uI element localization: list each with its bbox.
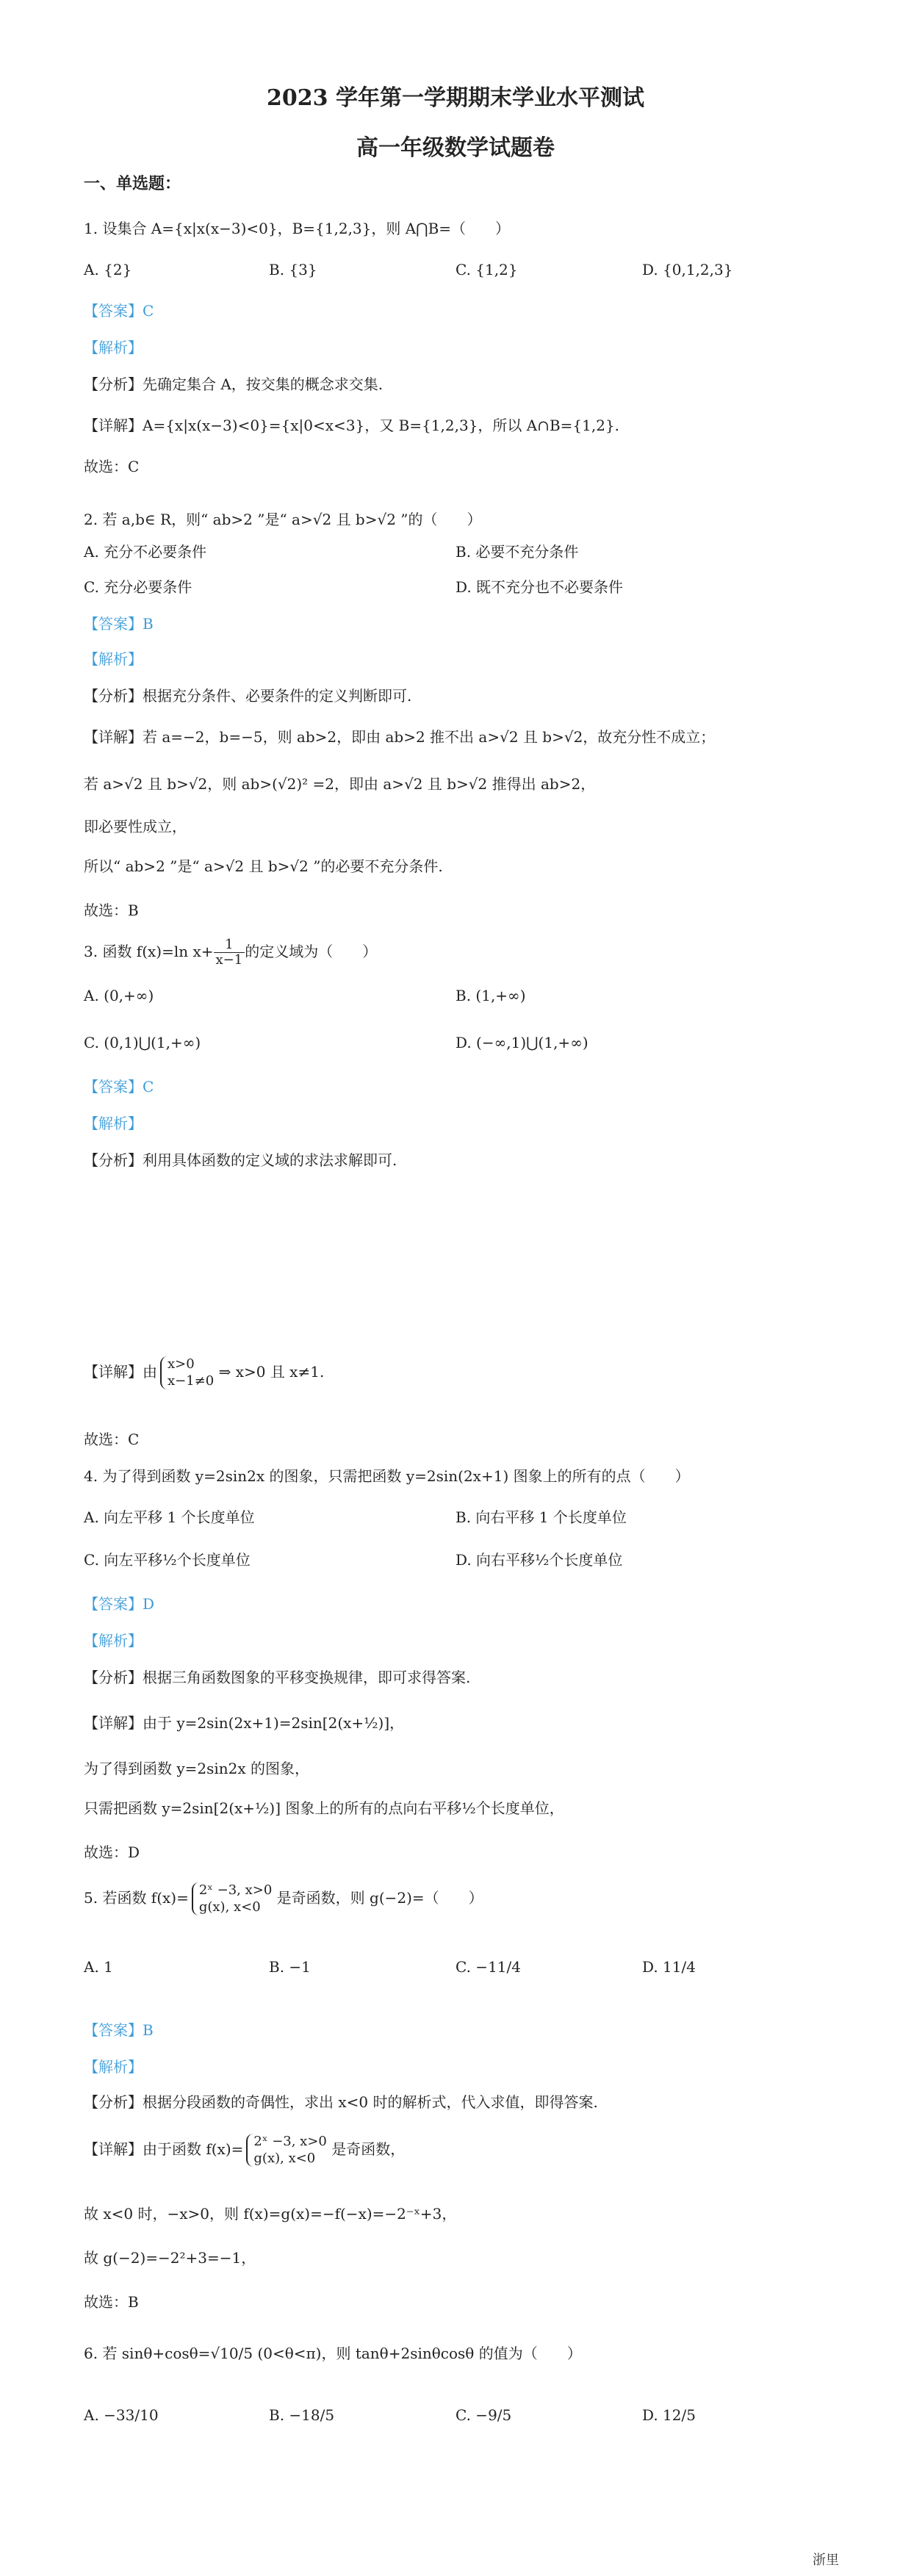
q2-xiangjie-line4: 所以“ ab>2 ”是“ a>√2 且 b>√2 ”的必要不充分条件. (84, 857, 443, 875)
q4-conclusion: 故选：D (84, 1843, 140, 1861)
exam-subtitle: 高一年级数学试题卷 (356, 135, 555, 161)
exam-title: 2023 学年第一学期期末学业水平测试 (267, 85, 644, 111)
q5-analysis-label: 【解析】 (84, 2058, 143, 2076)
q1-option-c: C. {1,2} (455, 261, 518, 278)
q5-option-c: C. −11/4 (455, 1958, 521, 1976)
q5-option-b: B. −1 (269, 1958, 311, 1976)
q1-fenxi: 【分析】先确定集合 A，按交集的概念求交集. (84, 375, 384, 393)
q3-conclusion: 故选：C (84, 1431, 140, 1448)
q2-option-c: C. 充分必要条件 (84, 578, 192, 596)
q1-stem: 1. 设集合 A={x|x(x−3)<0}，B={1,2,3}，则 A⋂B=（ ） (84, 220, 511, 237)
q5-option-a: A. 1 (84, 1958, 113, 1976)
q4-option-c: C. 向左平移½个长度单位 (84, 1551, 251, 1569)
q1-conclusion: 故选：C (84, 458, 140, 475)
q1-option-d: D. {0,1,2,3} (642, 261, 733, 278)
q1-answer: 【答案】C (84, 302, 154, 320)
page-footer: 浙里 (813, 2552, 839, 2568)
q2-conclusion: 故选：B (84, 902, 139, 919)
q4-option-a: A. 向左平移 1 个长度单位 (84, 1508, 255, 1526)
q2-answer: 【答案】B (84, 615, 154, 633)
q3-system-brace: x>0 x−1≠0 (160, 1356, 214, 1389)
q3-stem: 3. 函数 f(x)=ln x+ $\frac{1}{x-1}$ 的定义域为（ ） (84, 937, 378, 968)
q6-stem: 6. 若 sinθ+cosθ=√10/5 (0<θ<π)，则 tanθ+2sinθcosθ 的值为（ ） (84, 2345, 582, 2362)
q3-xiangjie: 【详解】由 x>0 x−1≠0 ⇒ x>0 且 x≠1. (84, 1356, 325, 1389)
q5-xiangjie-brace: 2ˣ −3, x>0 g(x), x<0 (246, 2134, 326, 2167)
q5-xiangjie-line2: 故 x<0 时，−x>0，则 f(x)=g(x)=−f(−x)=−2⁻ˣ+3， (84, 2205, 457, 2223)
q4-fenxi: 【分析】根据三角函数图象的平移变换规律，即可求得答案. (84, 1669, 471, 1686)
q4-answer: 【答案】D (84, 1595, 155, 1613)
q1-option-b: B. {3} (269, 261, 317, 278)
q2-stem: 2. 若 a,b∈ R，则“ ab>2 ”是“ a>√2 且 b>√2 ”的（ ） (84, 511, 482, 528)
q5-xiangjie: 【详解】由于函数 f(x)= 2ˣ −3, x>0 g(x), x<0 是奇函数， (84, 2134, 406, 2166)
q5-xiangjie-line3: 故 g(−2)=−2²+3=−1， (84, 2249, 256, 2267)
q5-conclusion: 故选：B (84, 2293, 139, 2311)
q2-analysis-label: 【解析】 (84, 650, 143, 668)
q6-option-b: B. −18/5 (269, 2406, 335, 2424)
q4-option-b: B. 向右平移 1 个长度单位 (455, 1508, 627, 1526)
q4-xiangjie-line3: 只需把函数 y=2sin[2(x+½)] 图象上的所有的点向右平移½个长度单位， (84, 1799, 564, 1817)
q5-fenxi: 【分析】根据分段函数的奇偶性，求出 x<0 时的解析式，代入求值，即得答案. (84, 2093, 598, 2111)
q1-analysis-label: 【解析】 (84, 339, 143, 356)
q3-option-c: C. (0,1)⋃(1,+∞) (84, 1034, 201, 1051)
q3-fraction: $\frac{1}{x-1}$ (214, 938, 245, 968)
q3-fenxi: 【分析】利用具体函数的定义域的求法求解即可. (84, 1151, 397, 1169)
q3-answer: 【答案】C (84, 1078, 154, 1095)
q3-option-d: D. (−∞,1)⋃(1,+∞) (455, 1034, 588, 1051)
q3-option-b: B. (1,+∞) (455, 987, 526, 1004)
q3-analysis-label: 【解析】 (84, 1115, 143, 1132)
q4-xiangjie: 【详解】由于 y=2sin(2x+1)=2sin[2(x+½)]， (84, 1714, 405, 1732)
q2-fenxi: 【分析】根据充分条件、必要条件的定义判断即可. (84, 687, 412, 705)
q2-xiangjie-line2: 若 a>√2 且 b>√2，则 ab>(√2)² =2，即由 a>√2 且 b>√2 推得出 ab>2， (84, 775, 596, 793)
q2-xiangjie: 【详解】若 a=−2，b=−5，则 ab>2，即由 ab>2 推不出 a>√2 且 b>√2，故充分性不成立； (84, 728, 716, 746)
q2-option-d: D. 既不充分也不必要条件 (455, 578, 624, 596)
q1-xiangjie: 【详解】A={x|x(x−3)<0}={x|0<x<3}，又 B={1,2,3}，所以 A∩B={1,2}. (84, 417, 620, 434)
q5-piecewise-brace: 2ˣ −3, x>0 g(x), x<0 (192, 1882, 272, 1915)
q4-option-d: D. 向右平移½个长度单位 (455, 1551, 623, 1569)
section-heading: 一、单选题： (84, 174, 181, 193)
q2-xiangjie-line3: 即必要性成立， (84, 818, 187, 835)
q2-option-a: A. 充分不必要条件 (84, 543, 207, 561)
q1-option-a: A. {2} (84, 261, 132, 278)
q5-stem: 5. 若函数 f(x)= 2ˣ −3, x>0 g(x), x<0 是奇函数，则 g(−2)=（ ） (84, 1882, 483, 1915)
q4-xiangjie-line2: 为了得到函数 y=2sin2x 的图象， (84, 1760, 310, 1777)
q4-analysis-label: 【解析】 (84, 1632, 143, 1649)
q3-option-a: A. (0,+∞) (84, 987, 154, 1004)
q2-option-b: B. 必要不充分条件 (455, 543, 579, 561)
q6-option-c: C. −9/5 (455, 2406, 512, 2424)
q6-option-d: D. 12/5 (642, 2406, 696, 2424)
q4-stem: 4. 为了得到函数 y=2sin2x 的图象，只需把函数 y=2sin(2x+1) 图象上的所有的点（ ） (84, 1467, 690, 1485)
q5-answer: 【答案】B (84, 2021, 154, 2039)
q5-option-d: D. 11/4 (642, 1958, 696, 1976)
q6-option-a: A. −33/10 (84, 2406, 159, 2424)
